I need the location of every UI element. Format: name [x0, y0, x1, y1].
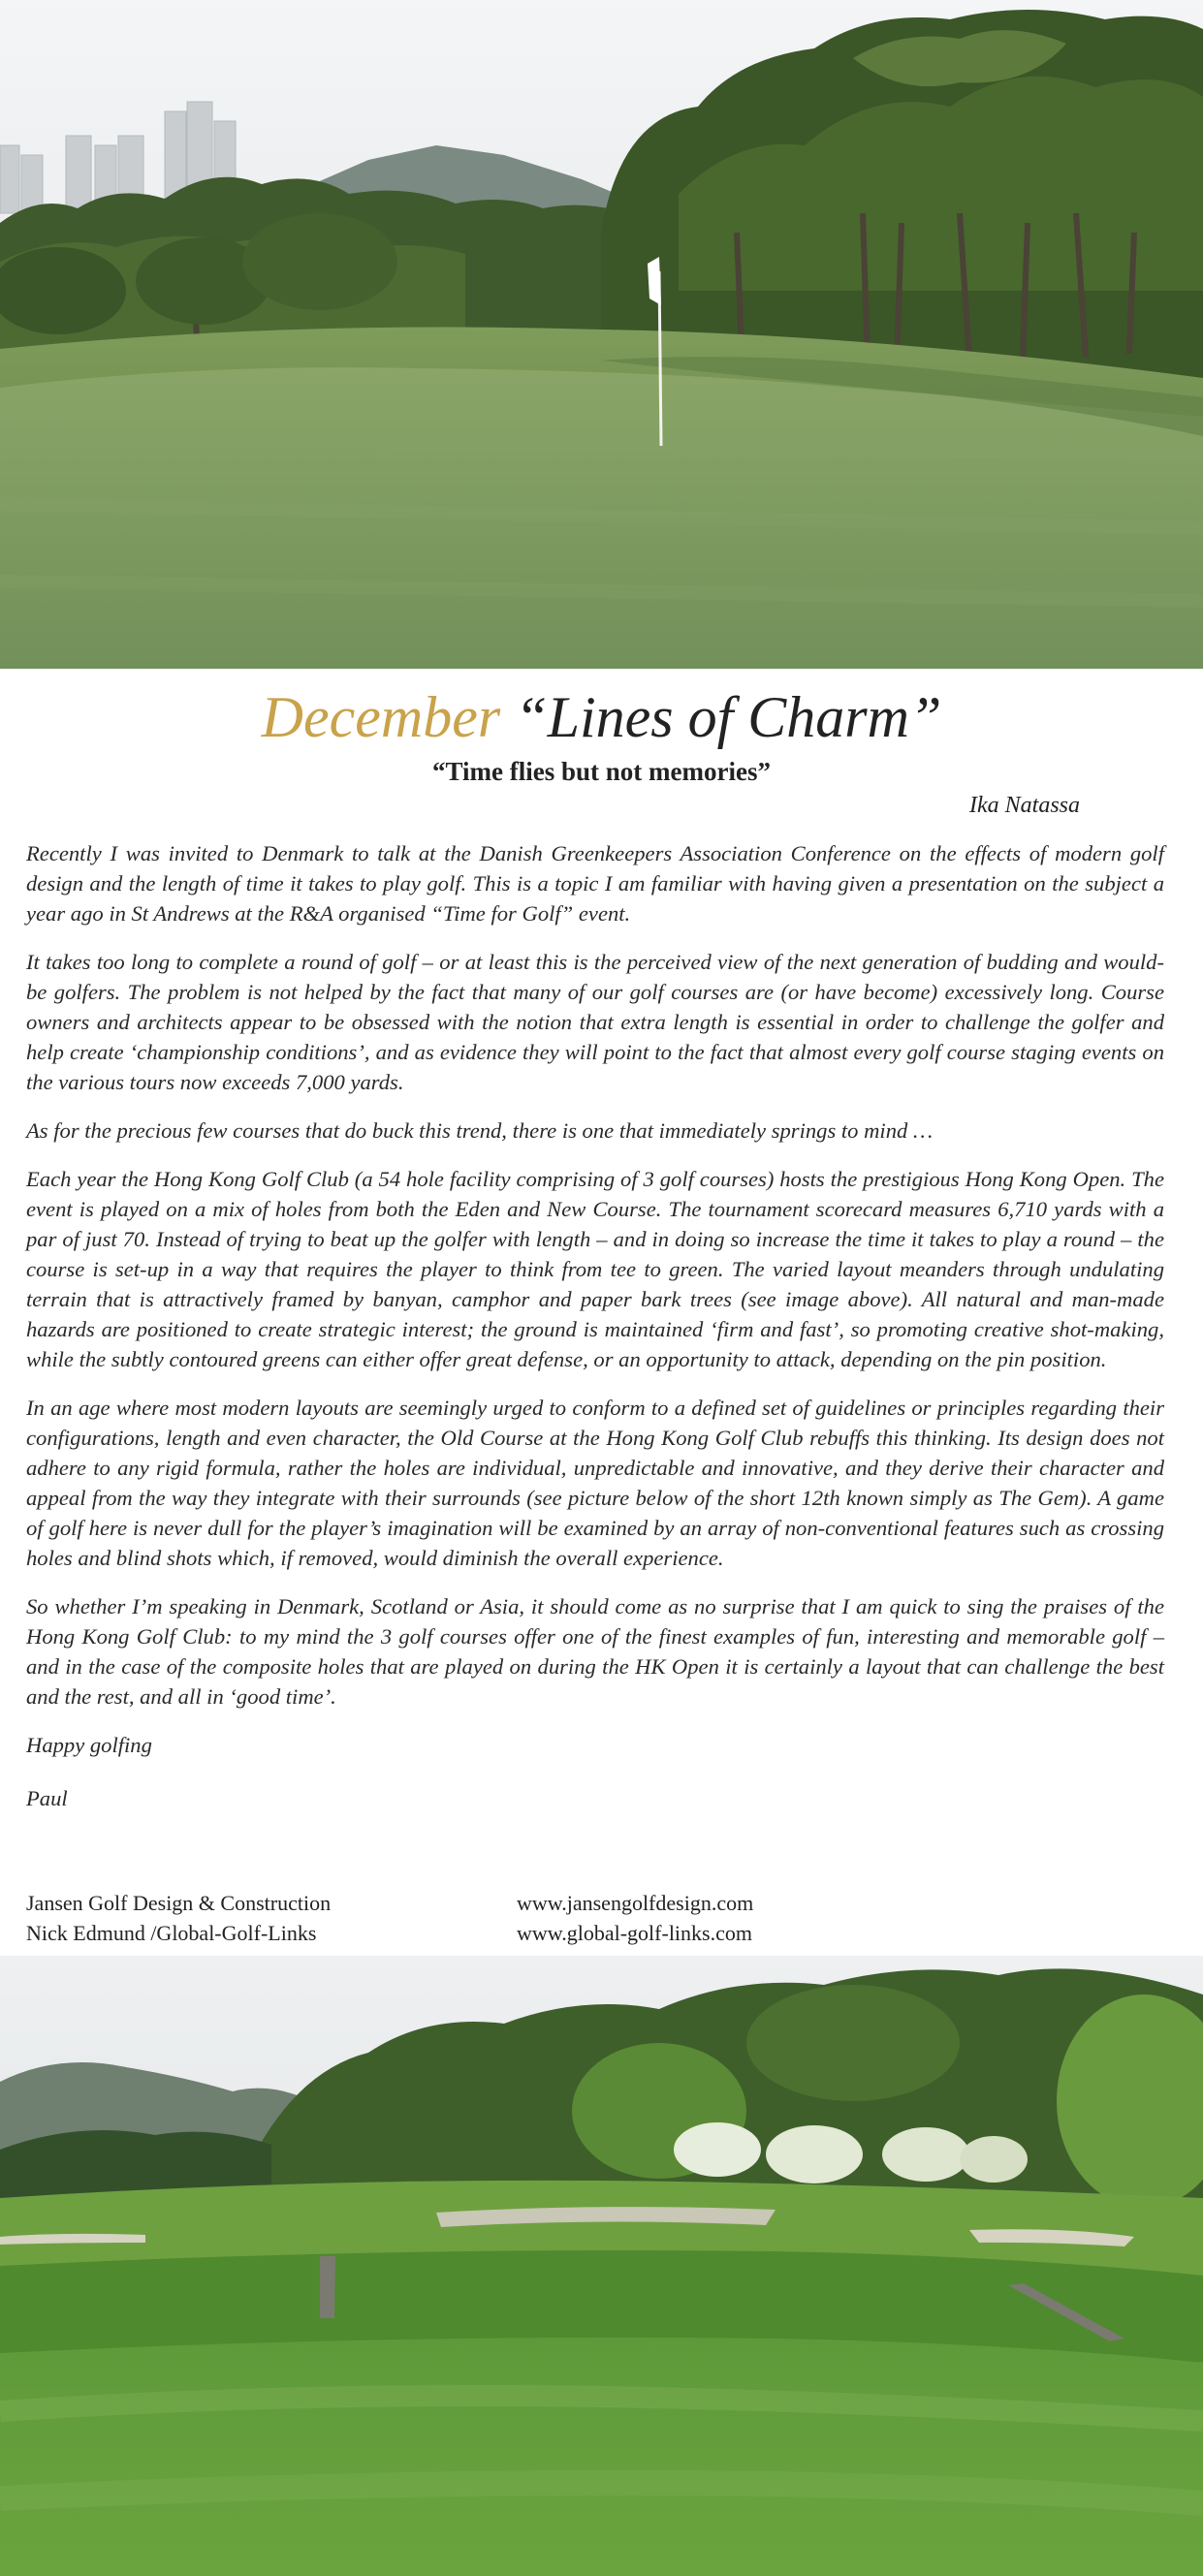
signoff-greeting: Happy golfing: [26, 1733, 152, 1757]
paragraph: Recently I was invited to Denmark to talk at the Danish Greenkeepers Association Conference on the effects of modern golf design and the length of time it takes to play golf. This is a topic I am familiar with having given a presentation on the subject a year ago in St Andrews at the R&A organised “Time for Golf” event.: [26, 841, 1164, 926]
golf-green-photo: [0, 0, 1203, 669]
title-name: “Lines of Charm”: [515, 685, 942, 749]
quote-author: Ika Natassa: [969, 793, 1080, 818]
paragraph: In an age where most modern layouts are seemingly urged to conform to a defined set of guidelines or principles regarding their configurations, length and even character, the Old Course at the Hong Kong Golf Club rebuffs this thinking. Its design does not adhere to any rigid formula, rather the holes are individual, unpredictable and innovative, and they derive their character and appeal from the way they integrate with their surrounds (see picture below of the short 12th known simply as The Gem). A game of golf here is never dull for the player’s imagination will be examined by an array of non-conventional features such as crossing holes and blind shots which, if removed, would diminish the overall experience.: [26, 1396, 1164, 1570]
golf-hole-photo: [0, 1956, 1203, 2576]
credit-name: Nick Edmund /Global-Golf-Links: [26, 1921, 317, 1945]
signoff-name: Paul: [26, 1786, 68, 1810]
subtitle-quote: “Time flies but not memories”: [432, 757, 771, 786]
paragraph: So whether I’m speaking in Denmark, Scotland or Asia, it should come as no surprise that I am quick to sing the praises of the Hong Kong Golf Club: to my mind the 3 golf courses offer one of the finest examples of fun, interesting and memorable golf – and in the case of the composite holes that are played on during the HK Open it is certainly a layout that can challenge the best and the rest, and all in ‘good time’.: [26, 1594, 1164, 1709]
signoff: [26, 1730, 1164, 1813]
paragraph: It takes too long to complete a round of golf – or at least this is the perceived view of the next generation of budding and would-be golfers. The problem is not helped by the fact that many of our golf courses are (or have become) excessively long. Course owners and architects appear to be obsessed with the notion that extra length is essential in order to challenge the golfer and help create ‘championship conditions’, and as evidence they will point to the fact that almost every golf course staging events on the various tours now exceeds 7,000 yards.: [26, 950, 1164, 1094]
credit-row: [26, 1918, 899, 1948]
credit-link[interactable]: www.global-golf-links.com: [517, 1921, 752, 1945]
page-title: [0, 678, 1203, 756]
paragraph: Each year the Hong Kong Golf Club (a 54 hole facility comprising of 3 golf courses) hosts the prestigious Hong Kong Open. The event is played on a mix of holes from both the Eden and New Course. The tournament scorecard measures 6,710 yards with a par of just 70. Instead of trying to beat up the golfer with length – and in doing so increase the time it takes to play a round – the course is set-up in a way that requires the player to think from tee to green. The varied layout meanders through undulating terrain that is attractively framed by banyan, camphor and paper bark trees (see image above). All natural and man-made hazards are positioned to create strategic interest; the ground is maintained ‘firm and fast’, so promoting creative shot-making, while the subtly contoured greens can either offer great defense, or an opportunity to attack, depending on the pin position.: [26, 1167, 1164, 1371]
credit-row: [26, 1888, 899, 1918]
article-body: [26, 838, 1164, 1837]
credit-link[interactable]: www.jansengolfdesign.com: [517, 1891, 754, 1915]
title-month: December: [261, 685, 501, 749]
paragraph: As for the precious few courses that do buck this trend, there is one that immediately springs to mind …: [26, 1118, 934, 1143]
credit-name: Jansen Golf Design & Construction: [26, 1891, 332, 1915]
credits: [26, 1888, 899, 1948]
